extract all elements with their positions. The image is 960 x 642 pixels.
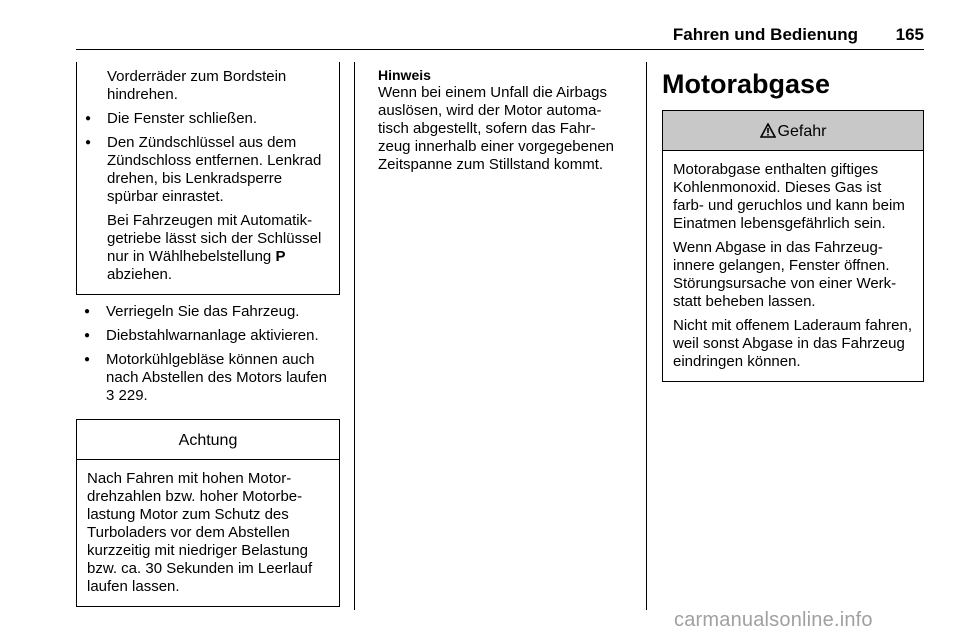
continued-note-box [76, 62, 340, 295]
gefahr-header [663, 111, 923, 151]
page-number: 165 [895, 25, 924, 44]
watermark: carmanualsonline.info [674, 609, 873, 631]
list-item: ● Diebstahlwarnanlage aktivieren. [76, 327, 340, 345]
column-divider-left [354, 62, 355, 610]
page-header [76, 20, 924, 50]
hinweis-title: Hinweis [378, 67, 431, 83]
column-middle [378, 66, 618, 174]
gefahr-paragraph: Wenn Abgase in das Fahrzeuginnere gelangen, Fenster öffnen. Störungsursache von einer Werkstatt beheben lassen. [673, 239, 897, 310]
column-right [662, 62, 924, 382]
achtung-text: Nach Fahren mit hohen Motordrehzahlen bzw. hoher Motorbelastung Motor zum Schutz des Turboladers vor dem Abstellen kurzzeitig mit niedriger Belastung bzw. ca. 30 Sekunden im Leerlauf laufen lassen. [87, 470, 313, 595]
gefahr-title: Gefahr [777, 123, 827, 140]
column-left [76, 62, 340, 607]
list-item: ● Die Fenster schließen. [77, 110, 331, 128]
gear-position-p: P [275, 248, 286, 265]
warning-triangle-icon [760, 123, 776, 138]
list-item: ● Den Zündschlüssel aus dem Zündschloss entfernen. Lenkrad drehen, bis Lenkradsperre spürbar einrastet. [77, 134, 331, 206]
main-bullet-list [76, 303, 340, 405]
section-title: Motorabgase [662, 69, 831, 99]
gefahr-paragraph: Motorabgase enthalten giftiges Kohlenmonoxid. Dieses Gas ist farb- und geruchlos und kann beim Einatmen lebensgefährlich sein. [673, 161, 905, 232]
list-item: ● Motorkühlgebläse können auch nach Abstellen des Motors laufen 3 229. [76, 351, 340, 405]
hinweis-text: Wenn bei einem Unfall die Airbags auslösen, wird der Motor automatisch abgestellt, sofern das Fahrzeug innerhalb einer vorgegebenen Zeitspanne zum Stillstand kommt. [378, 84, 615, 173]
continued-text: Vorderräder zum Bordstein hindrehen. [107, 68, 287, 103]
achtung-box [76, 419, 340, 607]
automatic-note: Bei Fahrzeugen mit Automatikgetriebe lässt sich der Schlüssel nur in Wählhebelstellung P abziehen. [107, 212, 322, 283]
chapter-title: Fahren und Bedienung [672, 25, 858, 44]
gefahr-box [662, 110, 924, 382]
page-reference-link[interactable]: 3 229. [106, 387, 148, 404]
column-divider-right [646, 62, 647, 610]
box-bullet-list [77, 110, 331, 206]
achtung-title: Achtung [77, 420, 339, 460]
list-item: ● Verriegeln Sie das Fahrzeug. [76, 303, 340, 321]
gefahr-paragraph: Nicht mit offenem Laderaum fahren, weil sonst Abgase in das Fahrzeug eindringen können. [673, 317, 913, 370]
gefahr-body [663, 151, 923, 381]
